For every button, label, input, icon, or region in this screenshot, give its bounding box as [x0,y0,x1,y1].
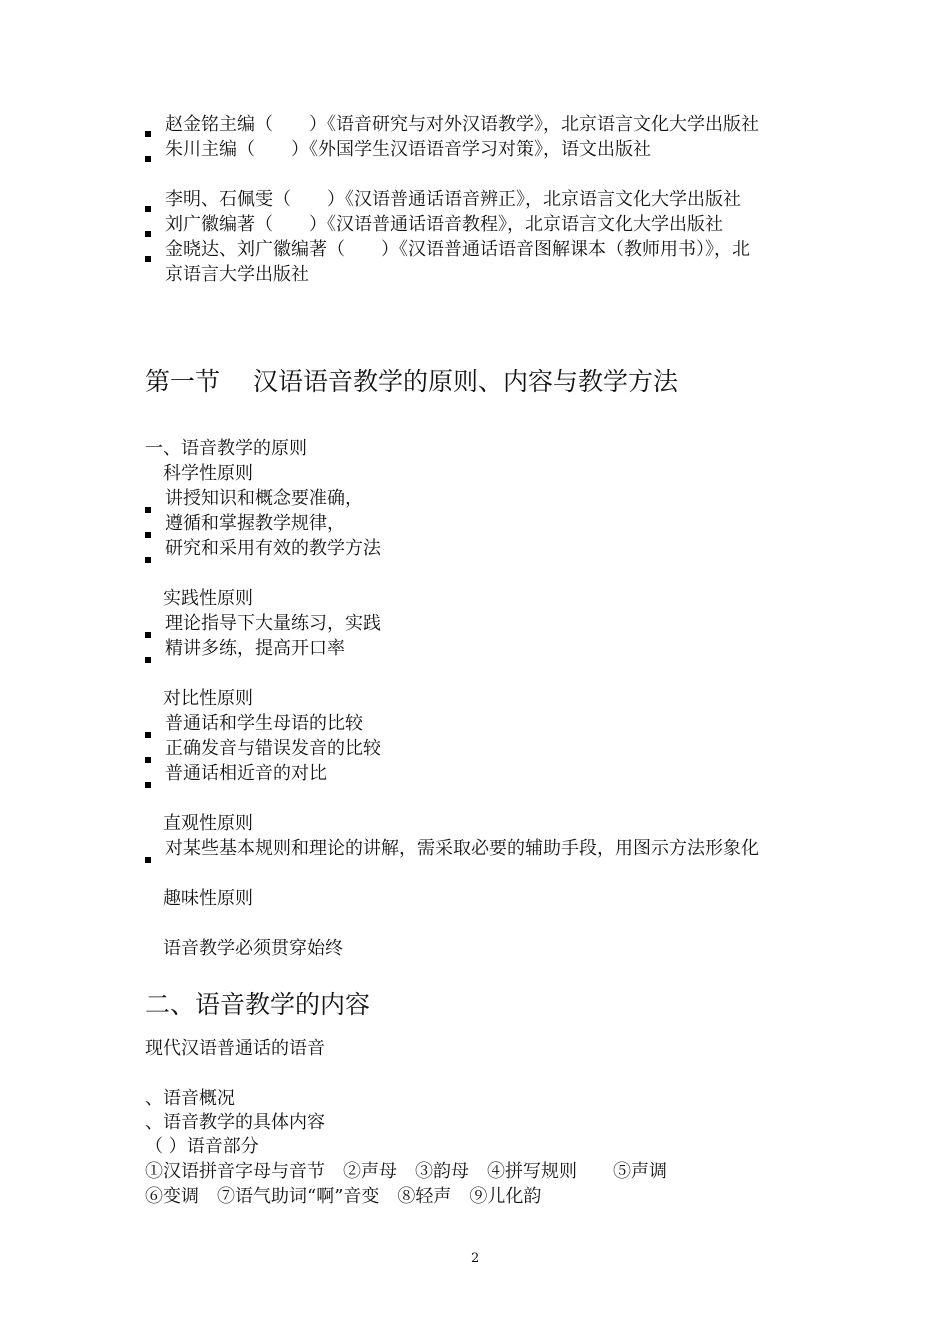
reference-line: 李明、石佩雯（ ）《汉语普通话语音辨正》，北京语言文化大学出版社 [165,189,741,210]
principle-name: 科学性原则 [163,463,253,484]
bullet-icon [145,231,151,237]
principle-point: 精讲多练，提高开口率 [165,638,345,659]
content-list-row: ⑥变调 ⑦语气助词“啊”音变 ⑧轻声 ⑨儿化韵 [145,1186,542,1207]
bullet-icon [145,632,151,638]
page-number: 2 [471,1251,480,1266]
bullet-icon [145,256,151,262]
bullet-icon [145,532,151,538]
bullet-icon [145,857,151,863]
principle-point: 理论指导下大量练习，实践 [165,613,381,634]
content-item: 、语音概况 [145,1088,235,1109]
bullet-icon [145,156,151,162]
bullet-icon [145,507,151,513]
bullet-icon [145,206,151,212]
bullet-icon [145,131,151,137]
closing-text: 语音教学必须贯穿始终 [163,938,343,959]
reference-line: 朱川主编（ ）《外国学生汉语语音学习对策》，语文出版社 [165,139,651,160]
reference-line: 赵金铭主编（ ）《语音研究与对外汉语教学》，北京语言文化大学出版社 [165,114,759,135]
principle-point: 普通话相近音的对比 [165,763,327,784]
reference-line: 京语言大学出版社 [165,264,309,285]
principle-point: 研究和采用有效的教学方法 [165,538,381,559]
principle-name: 直观性原则 [163,813,253,834]
principle-point: 对某些基本规则和理论的讲解，需采取必要的辅助手段，用图示方法形象化 [165,838,759,859]
reference-line: 金晓达、刘广徽编著（ ）《汉语普通话语音图解课本（教师用书）》，北 [165,239,750,260]
section-title: 二、语音教学的内容 [145,990,371,1019]
principle-point: 遵循和掌握教学规律， [165,513,345,534]
section-title: 第一节 汉语语音教学的原则、内容与教学方法 [145,367,678,396]
content-item: 、语音教学的具体内容 [145,1112,325,1133]
principle-name: 实践性原则 [163,588,253,609]
content-list-row: ①汉语拼音字母与音节 ②声母 ③韵母 ④拼写规则 ⑤声调 [145,1161,667,1182]
content-item: （ ）语音部分 [145,1136,259,1157]
principles-heading: 一、语音教学的原则 [145,438,307,459]
bullet-icon [145,782,151,788]
bullet-icon [145,732,151,738]
principle-name: 趣味性原则 [163,888,253,909]
bullet-icon [145,557,151,563]
principle-point: 正确发音与错误发音的比较 [165,738,381,759]
principle-point: 普通话和学生母语的比较 [165,713,363,734]
principle-point: 讲授知识和概念要准确， [165,488,363,509]
reference-line: 刘广徽编著（ ）《汉语普通话语音教程》，北京语言文化大学出版社 [165,214,723,235]
section-intro: 现代汉语普通话的语音 [145,1038,325,1059]
principle-name: 对比性原则 [163,688,253,709]
bullet-icon [145,657,151,663]
bullet-icon [145,757,151,763]
